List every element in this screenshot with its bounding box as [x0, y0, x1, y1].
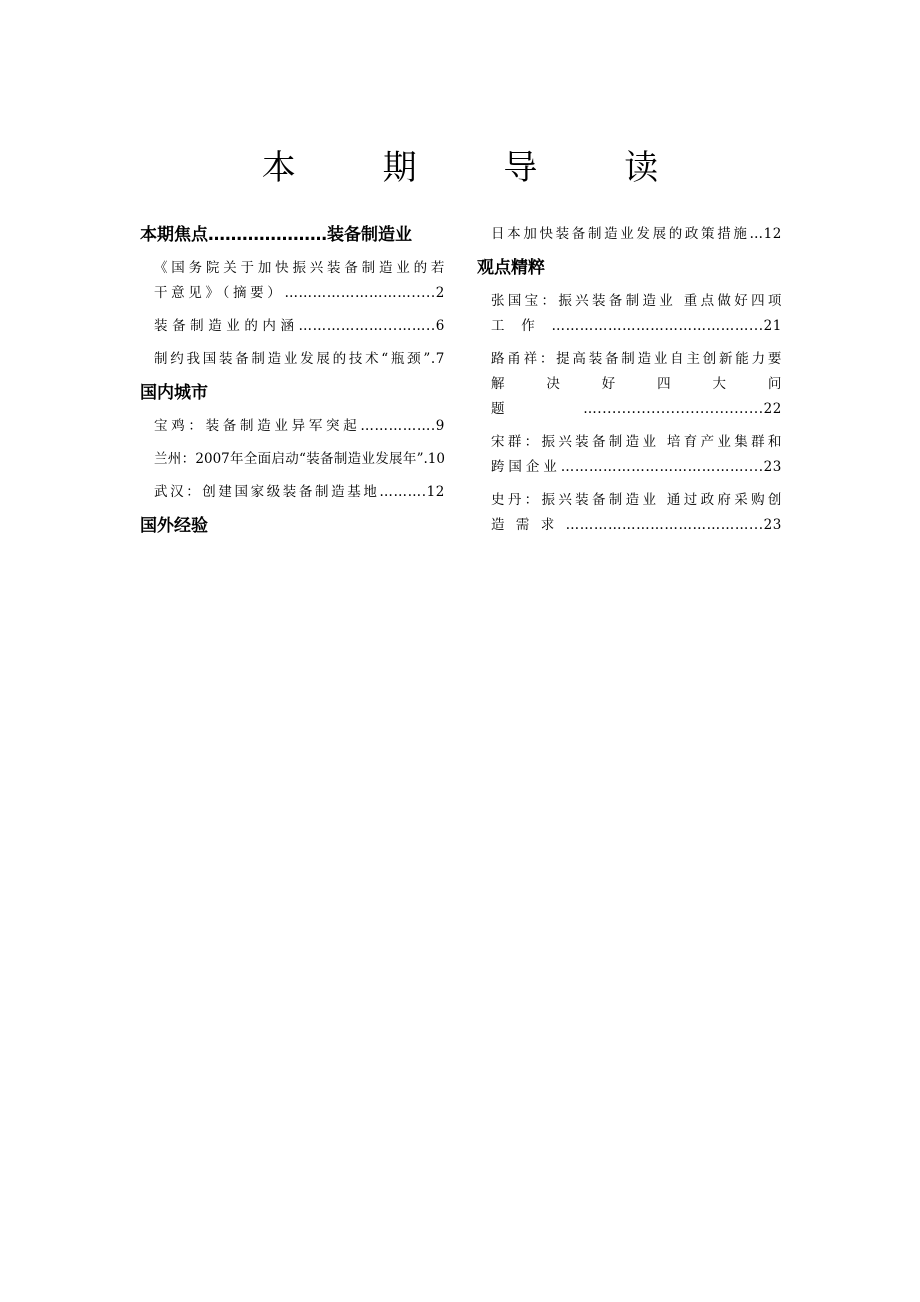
toc-entry-line: 造需求…………………………………...23 — [491, 517, 782, 533]
toc-entry-line: 工作……………………………………...21 — [491, 318, 782, 334]
toc-entry-line: 兰州：2007年全面启动“装备制造业发展年”.10 — [154, 451, 445, 467]
toc-left-column — [140, 222, 445, 539]
toc-entry-line: 武汉：创建国家级装备制造基地……….12 — [154, 484, 445, 500]
toc-entry[interactable] — [477, 222, 782, 247]
toc-entry-line: 《国务院关于加快振兴装备制造业的若 — [154, 260, 445, 276]
toc-entry-line: 史丹：振兴装备制造业 通过政府采购创 — [491, 492, 782, 508]
section-heading-domestic[interactable]: 国内城市 — [140, 383, 208, 403]
section-heading-opinion[interactable]: 观点精粹 — [477, 258, 545, 278]
toc-entry[interactable] — [477, 430, 782, 480]
toc-entry[interactable] — [140, 256, 445, 306]
toc-entry-line: 解决好四大问题…..................................22 — [491, 376, 782, 417]
toc-entry-line: 制约我国装备制造业发展的技术“瓶颈”.7 — [154, 351, 445, 367]
toc-entry[interactable] — [477, 289, 782, 339]
toc-entry[interactable] — [140, 414, 445, 439]
section-heading-focus[interactable]: 本期焦点…………………装备制造业 — [140, 225, 412, 245]
section-heading-foreign[interactable]: 国外经验 — [140, 516, 208, 536]
toc-entry-line: 张国宝：振兴装备制造业 重点做好四项 — [491, 293, 782, 309]
toc-entry[interactable] — [140, 347, 445, 372]
toc-entry[interactable] — [477, 488, 782, 538]
toc-entry-line: 宝鸡：装备制造业异军突起…………….9 — [154, 418, 445, 434]
toc-entry-line: 路甬祥：提高装备制造业自主创新能力要 — [491, 351, 782, 367]
toc-entry-line: 装备制造业的内涵………………...……..6 — [154, 318, 445, 334]
toc-entry-line: 跨国企业…………………………………....23 — [491, 459, 782, 475]
toc-entry[interactable] — [140, 447, 445, 472]
toc-entry-line: 宋群：振兴装备制造业 培育产业集群和 — [491, 434, 782, 450]
page-title: 本 期 导 读 — [261, 148, 697, 188]
toc-entry-line: 干意见》（摘要）……………………….....2 — [154, 285, 445, 301]
toc-entry[interactable] — [477, 347, 782, 422]
toc-entry[interactable] — [140, 480, 445, 505]
toc-right-column — [477, 222, 782, 538]
toc-entry[interactable] — [140, 314, 445, 339]
toc-entry-line: 日本加快装备制造业发展的政策措施…12 — [491, 226, 782, 242]
